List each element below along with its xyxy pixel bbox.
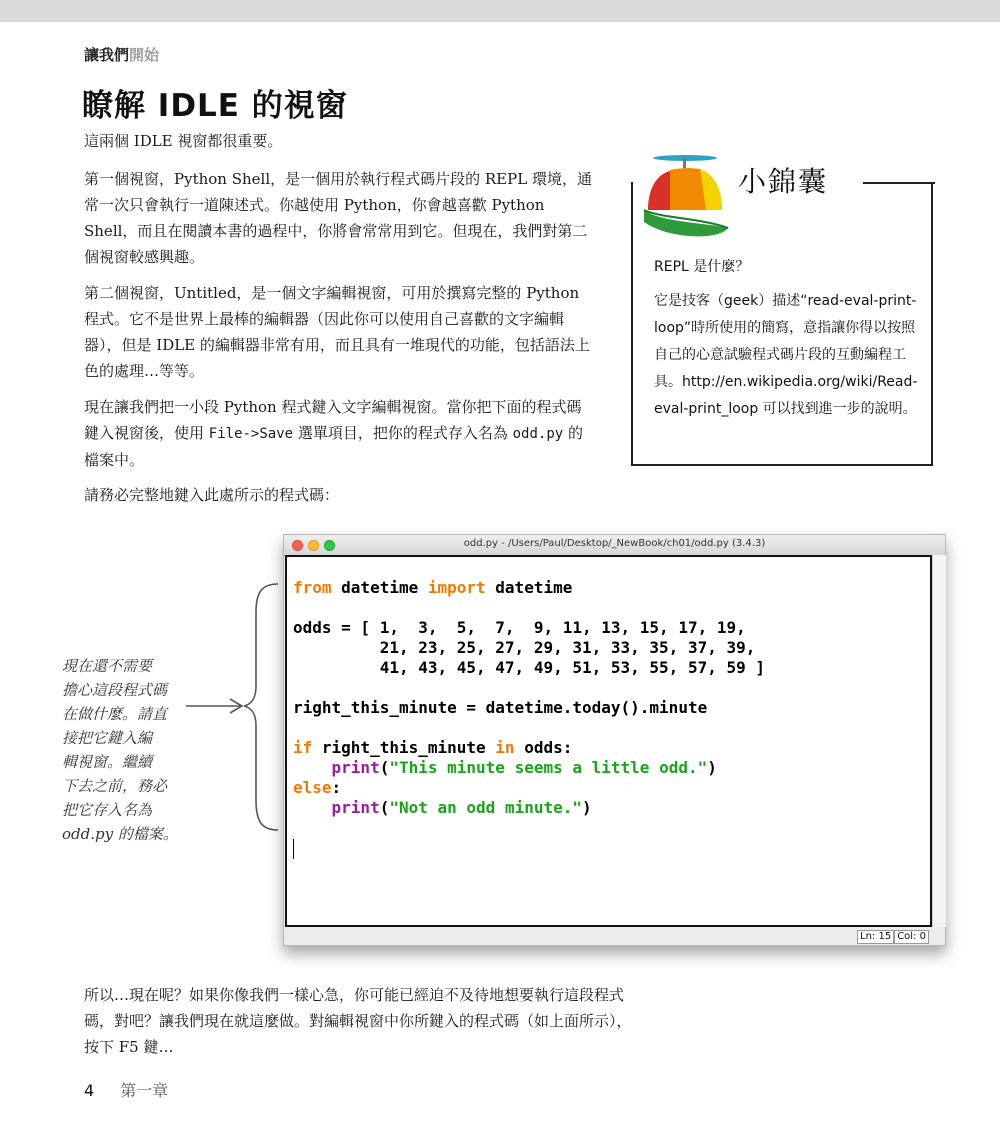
section-sublabel: 開始 <box>129 46 160 64</box>
code-token: ) <box>707 758 717 777</box>
code-token: ( <box>379 798 390 817</box>
note-line: odd.py 的檔案。 <box>62 825 178 843</box>
paragraph-untitled: 第二個視窗，Untitled，是一個文字編輯視窗，可用於撰寫完整的 Python 程式。它不是世界上最棒的編輯器（因此你可以使用自己喜歡的文字編輯器），但是 IDLE 的編輯器非常有用，而且具有一堆現代的功能，包括語法上色的處理…等等。 <box>84 284 590 380</box>
status-column: Col: 0 <box>894 930 929 944</box>
code-token: datetime <box>331 578 428 597</box>
note-line: 現在還不需要 <box>62 657 153 675</box>
code-keyword: from <box>293 578 332 597</box>
paragraph-python-shell: 第一個視窗，Python Shell，是一個用於執行程式碼片段的 REPL 環境，通常一次只會執行一道陳述式。你越使用 Python，你會越喜歡 Python Shell，而且在閱讀本書的過程中，你將會常常用到它。但現在，我們對第二個視窗較感興趣。 <box>84 170 592 266</box>
note-line: 把它存入名為 <box>62 801 153 819</box>
paragraph-type-code: 請務必完整地鍵入此處所示的程式碼： <box>84 486 340 504</box>
note-line: 接把它鍵入編 <box>62 729 153 747</box>
handwritten-note <box>62 654 202 846</box>
text-span: 選單項目，把你的程式存入名為 <box>293 424 513 442</box>
page-title: 瞭解 IDLE 的視窗 <box>82 88 348 124</box>
chapter-label: 第一章 <box>120 1081 169 1100</box>
code-line: right_this_minute = datetime.today().minute <box>293 698 708 717</box>
status-line: Ln: 15 <box>857 930 894 944</box>
page-number: 4 <box>84 1081 95 1100</box>
sidebar-text: 它是技客（geek）描述“read-eval-print-loop”時所使用的簡寫，意指讓你得以按照自己的心意試驗程式碼片段的互動編程工具。http://en.wikipedia.org/wiki/Read-eval-print_loop 可以找到進一步的說明。 <box>654 293 918 417</box>
code-text[interactable] <box>293 578 765 818</box>
section-label: 讓我們 <box>84 46 130 64</box>
code-token: ) <box>582 798 592 817</box>
note-line: 擔心這段程式碼 <box>62 681 168 699</box>
paragraph-run-code: 所以…現在呢？如果你像我們一樣心急，你可能已經迫不及待地想要執行這段程式碼，對吧？讓我們現在就這麼做。對編輯視窗中你所鍵入的程式碼（如上面所示），按下 F5 鍵… <box>84 986 632 1056</box>
text-span: 的檔案中。 <box>84 424 583 469</box>
code-token: : <box>331 778 342 797</box>
code-line: odds = [ 1, 3, 5, 7, 9, 11, 13, 15, 17, 19, <box>293 618 746 637</box>
code-token: datetime <box>485 578 573 597</box>
code-keyword: import <box>427 578 486 597</box>
status-bar <box>857 930 929 944</box>
code-line: 41, 43, 45, 47, 49, 51, 53, 55, 57, 59 ] <box>293 658 766 677</box>
section-header <box>84 44 159 65</box>
note-line: 在做什麼。請直 <box>62 705 168 723</box>
paragraph-save-instructions <box>84 394 596 473</box>
code-token: odds: <box>514 738 573 757</box>
code-keyword: else <box>293 778 332 797</box>
code-line: 21, 23, 25, 27, 29, 31, 33, 35, 37, 39, <box>293 638 756 657</box>
code-string: "Not an odd minute." <box>389 798 582 817</box>
window-titlebar[interactable] <box>284 535 945 556</box>
code-editor[interactable] <box>285 555 932 927</box>
code-indent <box>293 798 332 817</box>
code-builtin: print <box>331 758 380 777</box>
code-builtin: print <box>331 798 380 817</box>
idle-editor-window <box>283 534 946 946</box>
text-cursor <box>293 839 294 859</box>
paragraph-intro: 這兩個 IDLE 視窗都很重要。 <box>84 132 283 150</box>
code-token: ( <box>379 758 390 777</box>
menu-item-file-save: File->Save <box>208 426 294 442</box>
top-gray-band <box>0 0 1000 22</box>
text-span: 現在讓我們把一小段 Python 程式鍵入文字編輯視窗。當你把下面的程式碼鍵入視窗後，使用 <box>84 398 582 442</box>
code-string: "This minute seems a little odd." <box>389 758 708 777</box>
page-footer <box>84 1078 168 1101</box>
code-token: right_this_minute <box>312 738 496 757</box>
filename-odd-py: odd.py <box>512 426 564 442</box>
code-indent <box>293 758 332 777</box>
sidebar-title: 小錦囊 <box>738 165 829 198</box>
sidebar-top-line <box>863 182 935 184</box>
propeller-cap-icon <box>640 148 735 243</box>
note-line: 下去之前，務必 <box>62 777 168 795</box>
code-keyword: in <box>495 738 515 757</box>
note-line: 輯視窗。繼續 <box>62 753 153 771</box>
window-title: odd.py - /Users/Paul/Desktop/_NewBook/ch01/odd.py (3.4.3) <box>463 538 766 549</box>
sidebar-question: REPL 是什麼？ <box>654 259 750 275</box>
editor-scrollbar[interactable] <box>932 555 946 927</box>
code-keyword: if <box>293 738 313 757</box>
